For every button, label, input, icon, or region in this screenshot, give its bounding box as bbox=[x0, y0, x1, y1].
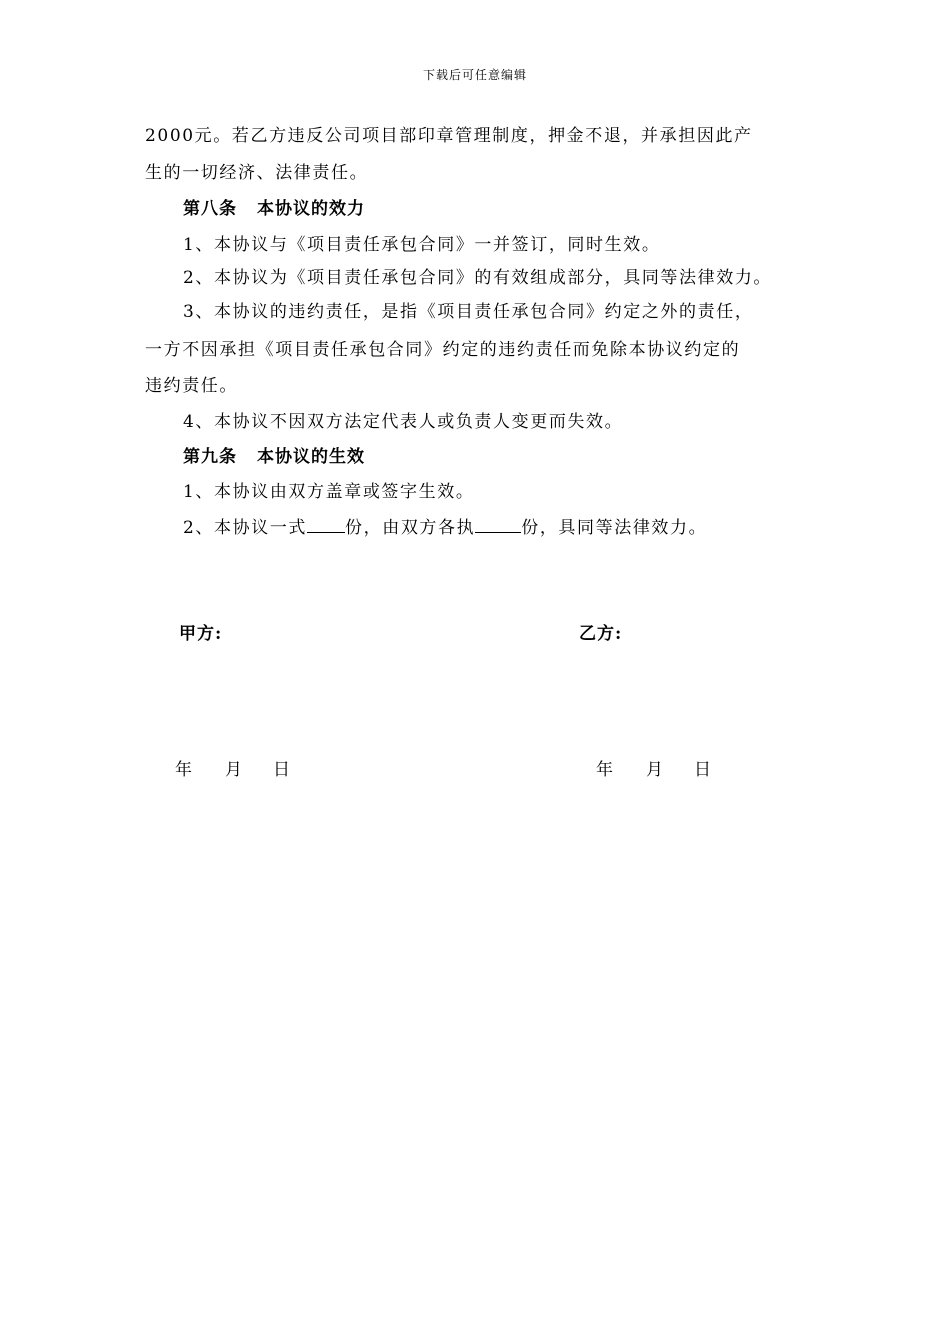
article-8-item-3-line1: 3、本协议的违约责任，是指《项目责任承包合同》约定之外的责任， bbox=[183, 302, 754, 322]
paragraph-line: 生的一切经济、法律责任。 bbox=[145, 163, 369, 183]
article-9-item-2: 2、本协议一式 份，由双方各执 份，具同等法律效力。 bbox=[183, 518, 708, 538]
article-8-item-4: 4、本协议不因双方法定代表人或负责人变更而失效。 bbox=[183, 412, 624, 432]
article-9-heading bbox=[183, 447, 365, 467]
article-8-item-1: 1、本协议与《项目责任承包合同》一并签订，同时生效。 bbox=[183, 235, 661, 255]
party-b-date bbox=[596, 755, 711, 780]
copies-total-blank[interactable] bbox=[307, 516, 345, 533]
party-a-date bbox=[175, 755, 290, 780]
paragraph-line: 2000元。若乙方违反公司项目部印章管理制度，押金不退，并承担因此产 bbox=[145, 126, 753, 146]
article-8-number: 第八条 bbox=[183, 199, 237, 219]
article-8-item-3-line3: 违约责任。 bbox=[145, 376, 238, 396]
article-8-item-3-line2: 一方不因承担《项目责任承包合同》约定的违约责任而免除本协议约定的 bbox=[145, 340, 741, 360]
year-label: 年 bbox=[175, 760, 192, 780]
article-9-number: 第九条 bbox=[183, 447, 237, 467]
article-8-heading bbox=[183, 199, 365, 219]
article-9-title: 本协议的生效 bbox=[257, 447, 365, 467]
party-b-label: 乙方: bbox=[579, 624, 623, 644]
article-9-item-1: 1、本协议由双方盖章或签字生效。 bbox=[183, 482, 475, 502]
copies-each-blank[interactable] bbox=[475, 516, 521, 533]
month-label: 月 bbox=[225, 760, 242, 780]
article-8-title: 本协议的效力 bbox=[257, 199, 365, 219]
month-label: 月 bbox=[646, 760, 663, 780]
day-label: 日 bbox=[694, 760, 711, 780]
page-header: 下载后可任意编辑 bbox=[422, 68, 527, 82]
day-label: 日 bbox=[273, 760, 290, 780]
year-label: 年 bbox=[596, 760, 613, 780]
party-a-label: 甲方: bbox=[179, 624, 223, 644]
article-8-item-2: 2、本协议为《项目责任承包合同》的有效组成部分，具同等法律效力。 bbox=[183, 268, 773, 288]
